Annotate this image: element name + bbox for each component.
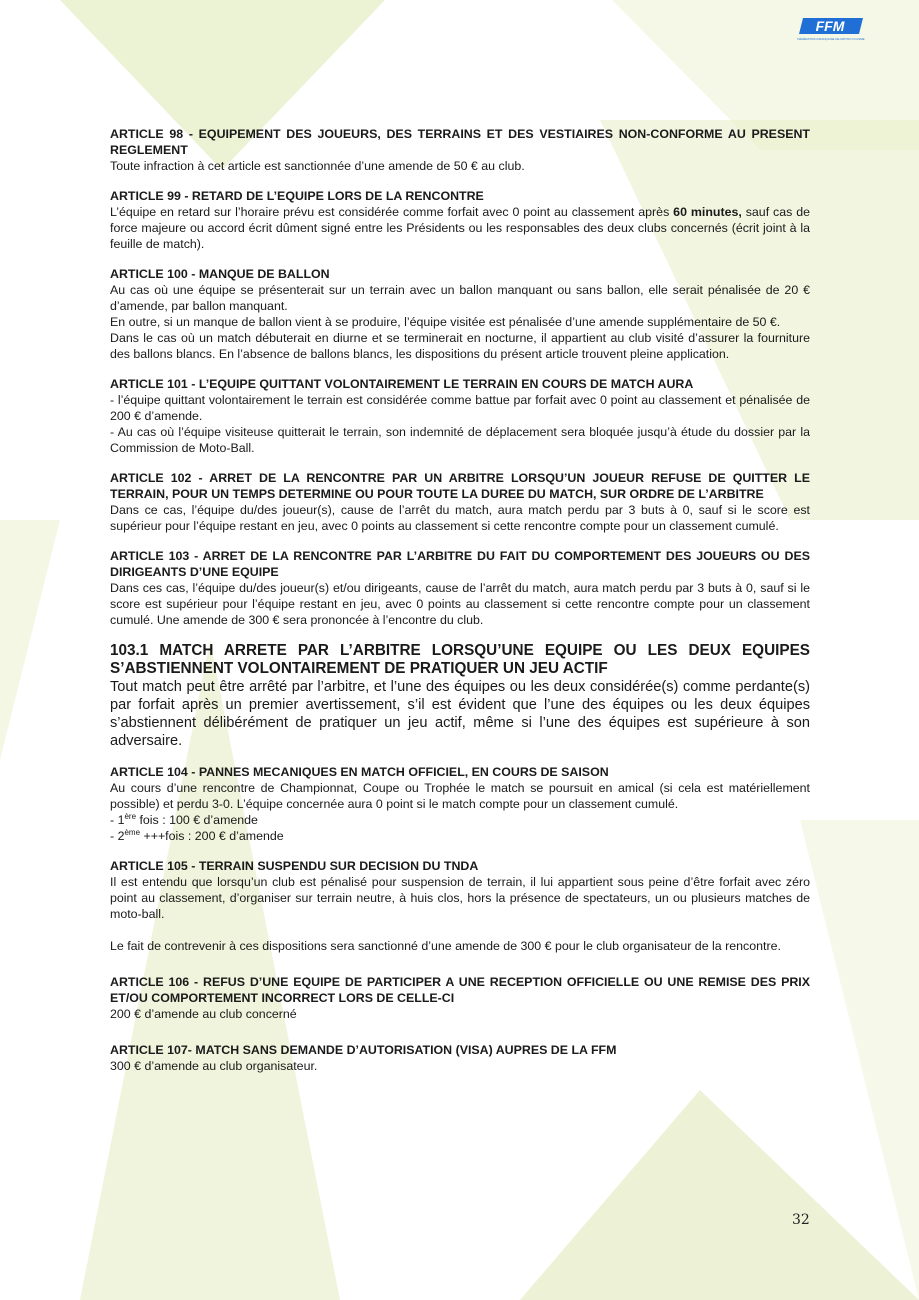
article-title: ARTICLE 105 - TERRAIN SUSPENDU SUR DECISION DU TNDA [110,859,479,873]
article-text: Il est entendu que lorsqu’un club est pénalisé pour suspension de terrain, il lui appartient sous peine d’être forfait avec zéro point au classement, d’organiser sur terrain neutre, à huis clos, hors la présence de spectateurs, un ou plusieurs matches de moto-ball. [110,875,810,921]
article-107 [110,1042,810,1074]
article-100 [110,266,810,362]
article-title: ARTICLE 98 - EQUIPEMENT DES JOUEURS, DES TERRAINS ET DES VESTIAIRES NON-CONFORME AU PRESENT REGLEMENT [110,127,810,157]
page-number: 32 [792,1212,810,1228]
article-104 [110,764,810,844]
article-text: Toute infraction à cet article est sanctionnée d’une amende de 50 € au club. [110,159,525,173]
article-title: ARTICLE 106 - REFUS D’UNE EQUIPE DE PARTICIPER A UNE RECEPTION OFFICIELLE OU UNE REMISE DES PRIX ET/OU COMPORTEMENT INCORRECT LORS DE CELLE-CI [110,975,810,1005]
article-text: Tout match peut être arrêté par l’arbitre, et l’une des équipes ou les deux considérée(s) comme perdante(s) par forfait après un premier avertissement, s’il est évident que l’une des équipes ou les deux équipes s’abstiennent délibérément de pratiquer un jeu actif, même si l’une des équipes est supérieure à son adversaire. [110,679,810,749]
article-text: Dans le cas où un match débuterait en diurne et se terminerait en nocturne, il appartient au club visité d’assurer la fourniture des ballons blancs. En l’absence de ballons blancs, les dispositions du présent article trouvent pleine application. [110,331,810,361]
article-text: Au cas où une équipe se présenterait sur un terrain avec un ballon manquant ou sans ballon, elle serait pénalisée de 20 € d’amende, par ballon manquant. [110,283,810,313]
article-105 [110,858,810,954]
logo-subtext: FÉDÉRATION FRANÇAISE DE MOTOCYCLISME [797,37,865,41]
article-title: 103.1 MATCH ARRETE PAR L’ARBITRE LORSQU’UNE EQUIPE OU LES DEUX EQUIPES S’ABSTIENNENT VOLONTAIREMENT DE PRATIQUER UN JEU ACTIF [110,642,810,677]
article-103-1 [110,642,810,750]
article-title: ARTICLE 107- MATCH SANS DEMANDE D’AUTORISATION (VISA) AUPRES DE LA FFM [110,1043,617,1057]
bold-duration: 60 minutes, [673,205,742,219]
ffm-logo [797,16,865,42]
article-text: Le fait de contrevenir à ces dispositions sera sanctionné d’une amende de 300 € pour le club organisateur de la rencontre. [110,939,781,953]
article-text: Au cours d’une rencontre de Championnat, Coupe ou Trophée le match se poursuit en amical (si cela est matériellement possible) et perdu 3-0. L’équipe concernée aura 0 point si le match compte pour un classement cumulé. [110,781,810,811]
article-text: L’équipe en retard sur l’horaire prévu est considérée comme forfait avec 0 point au classement après 60 minutes, sauf cas de force majeure ou accord écrit dûment signé entre les Présidents ou les responsables des deux clubs concernés (écrit joint à la feuille de match). [110,205,811,251]
article-title: ARTICLE 102 - ARRET DE LA RENCONTRE PAR UN ARBITRE LORSQU’UN JOUEUR REFUSE DE QUITTER LE TERRAIN, POUR UN TEMPS DETERMINE OU POUR TOUTE LA DUREE DU MATCH, SUR ORDRE DE L’ARBITRE [110,471,810,501]
article-text: 300 € d’amende au club organisateur. [110,1059,318,1073]
article-text: 200 € d’amende au club concerné [110,1007,297,1021]
article-title: ARTICLE 101 - L’EQUIPE QUITTANT VOLONTAIREMENT LE TERRAIN EN COURS DE MATCH AURA [110,377,694,391]
article-text: - l’équipe quittant volontairement le terrain est considérée comme battue par forfait avec 0 point au classement et pénalisée de 200 € d’amende. [110,393,810,423]
article-title: ARTICLE 100 - MANQUE DE BALLON [110,267,330,281]
article-title: ARTICLE 103 - ARRET DE LA RENCONTRE PAR L’ARBITRE DU FAIT DU COMPORTEMENT DES JOUEURS OU DES DIRIGEANTS D’UNE EQUIPE [110,549,810,579]
article-text: Dans ce cas, l’équipe du/des joueur(s), cause de l’arrêt du match, aura match perdu par 3 buts à 0, sauf si le score est supérieur pour l’équipe restant en jeu, avec 0 points au classement si cette rencontre compte pour un classement cumulé. [110,503,810,533]
fine-line-1: - 1ère fois : 100 € d’amende [110,811,258,827]
article-title: ARTICLE 99 - RETARD DE L’EQUIPE LORS DE LA RENCONTRE [110,189,484,203]
article-102 [110,470,810,534]
article-title: ARTICLE 104 - PANNES MECANIQUES EN MATCH OFFICIEL, EN COURS DE SAISON [110,765,609,779]
logo-text: FFM [815,18,845,34]
article-101 [110,376,810,456]
article-text: En outre, si un manque de ballon vient à se produire, l’équipe visitée est pénalisée d’une amende supplémentaire de 50 €. [110,315,781,329]
fine-line-2: - 2ème +++fois : 200 € d’amende [110,827,284,843]
article-text: Dans ces cas, l’équipe du/des joueur(s) et/ou dirigeants, cause de l’arrêt du match, aura match perdu par 3 buts à 0, sauf si le score est supérieur pour l’équipe restant en jeu, avec 0 points au classement si cette rencontre compte pour un classement cumulé. Une amende de 300 € sera prononcée à l’encontre du club. [110,581,810,627]
document-body [110,126,810,1088]
article-106 [110,974,810,1022]
article-103 [110,548,810,628]
article-text: - Au cas où l’équipe visiteuse quitterait le terrain, son indemnité de déplacement sera bloquée jusqu’à étude du dossier par la Commission de Moto-Ball. [110,425,810,455]
article-99 [110,188,810,252]
article-98 [110,126,810,174]
